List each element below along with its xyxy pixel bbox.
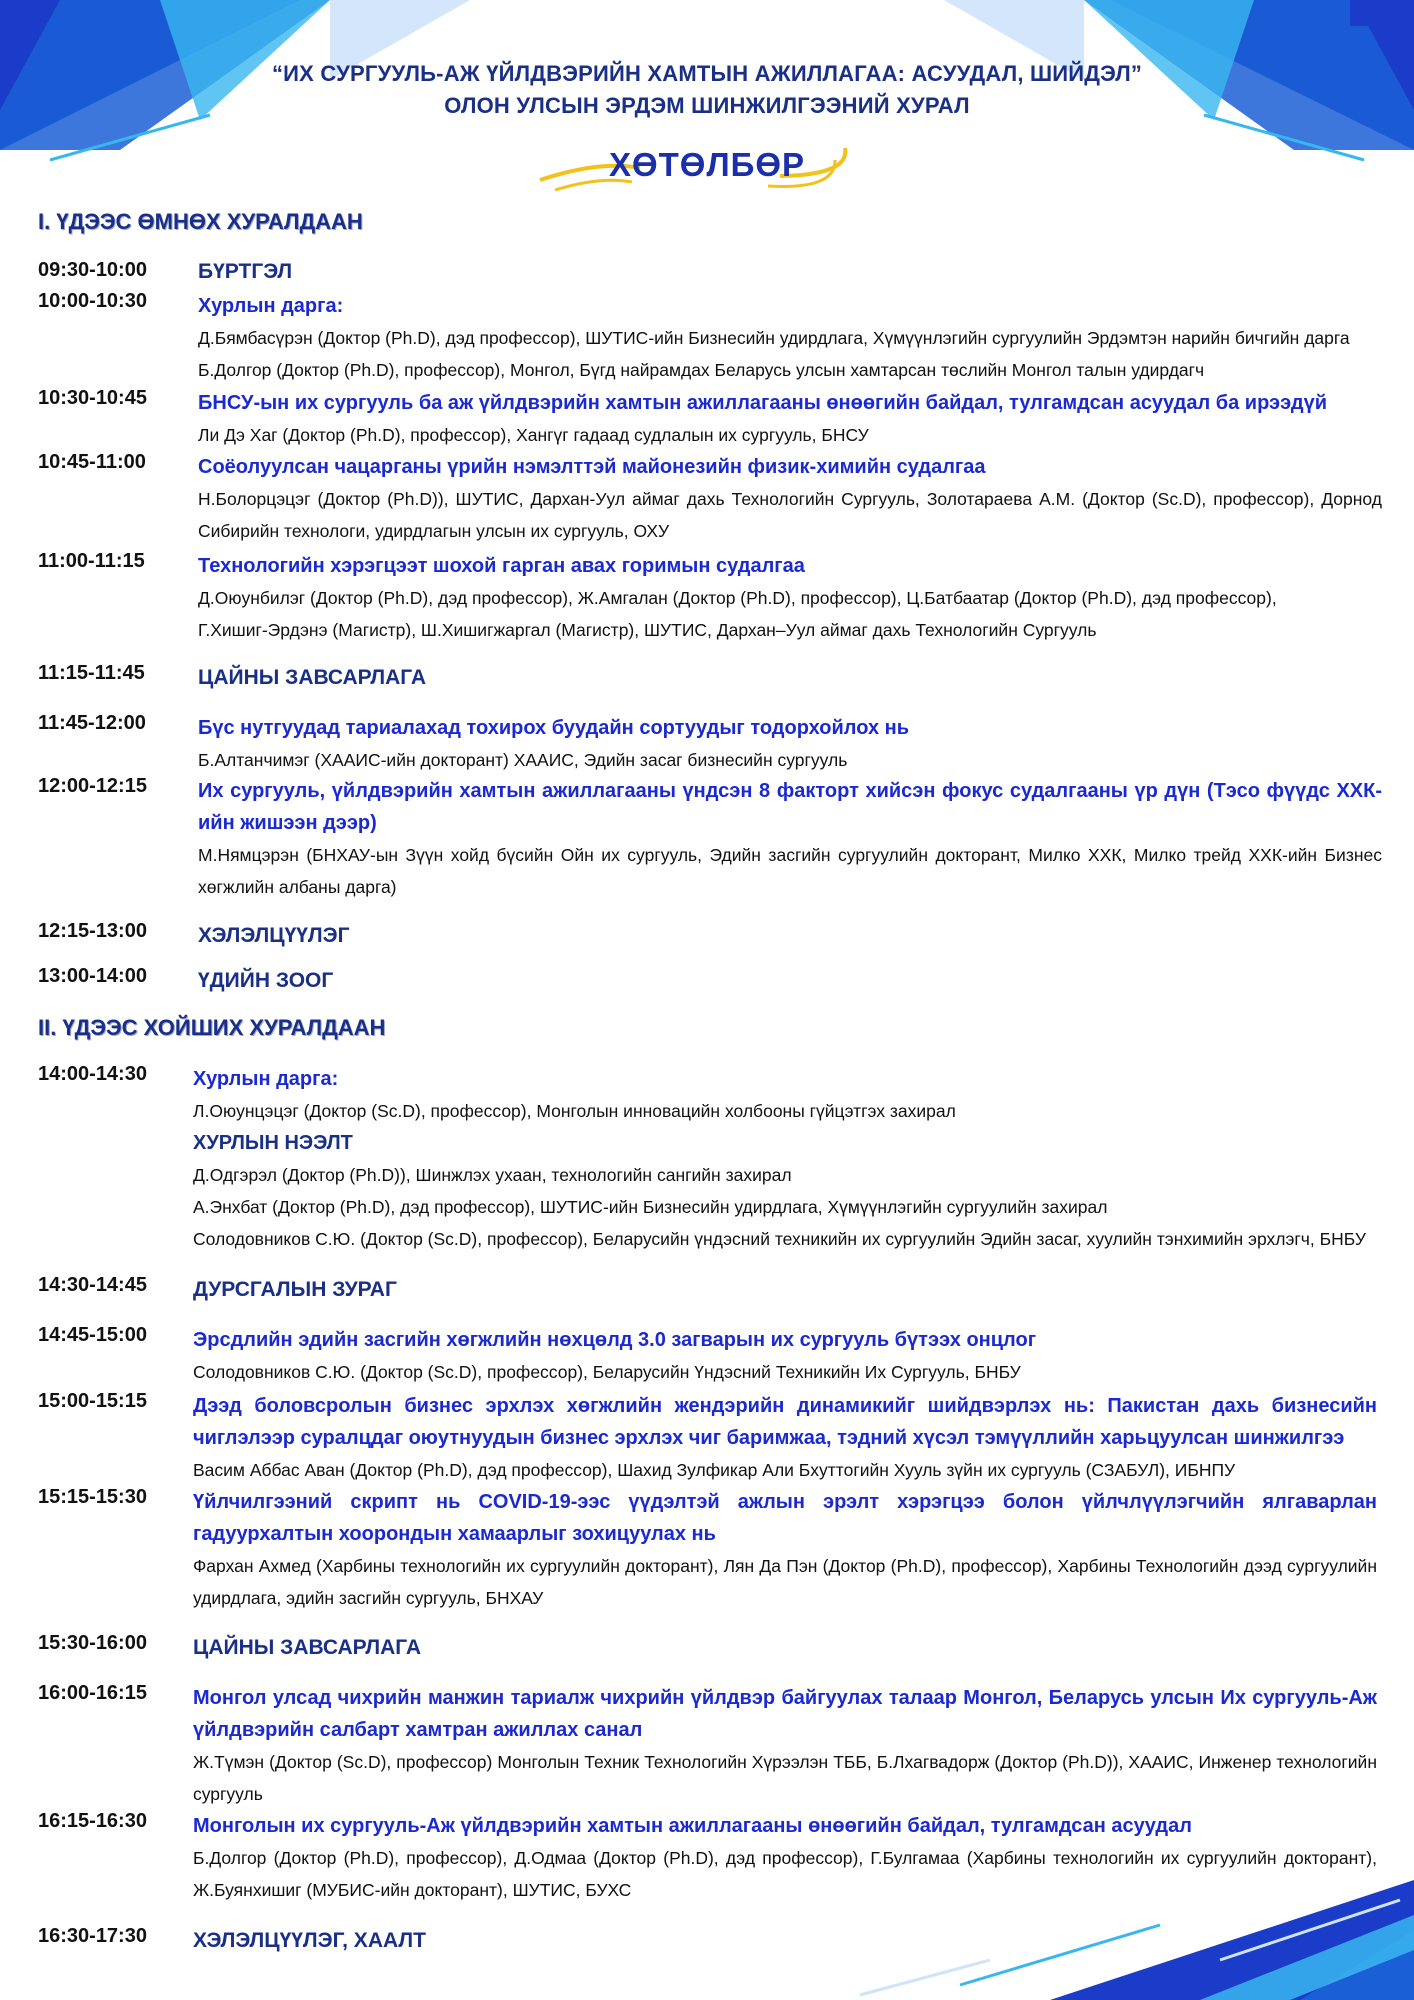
session-title: ҮДИЙН ЗООГ xyxy=(198,969,334,992)
deco-line-bottom-2 xyxy=(860,1960,990,1995)
talk-title: Соёолуулсан чацарганы үрийн нэмэлттэй майонезийн физик-химийн судалгаа xyxy=(198,456,986,478)
time-slot: 15:15-15:30 xyxy=(38,1486,147,1508)
time-slot: 15:00-15:15 xyxy=(38,1390,147,1412)
talk-title: Эрсдлийн эдийн засгийн хөгжлийн нөхцөлд 3.0 загварын их сургууль бүтээх онцлог xyxy=(193,1329,1037,1351)
conference-subtitle: ОЛОН УЛСЫН ЭРДЭМ ШИНЖИЛГЭЭНИЙ ХУРАЛ xyxy=(444,93,970,118)
talk-title: Дээд боловсролын бизнес эрхлэх хөгжлийн жендэрийн динамикийг шийдвэрлэх нь: Пакистан дахь бизнесийн чиглэлээр суралцдаг оюутнуудын бизнес эрхлэх чиг баримжаа, тэдний хүсэл тэмүүллийн харьцуулсан шинжилгээ xyxy=(193,1395,1377,1449)
time-slot: 10:30-10:45 xyxy=(38,387,147,409)
section-heading-morning: I. ҮДЭЭС ӨМНӨХ ХУРАЛДААН xyxy=(38,209,363,234)
participant: Д.Оюунбилэг (Доктор (Ph.D), дэд профессор), Ж.Амгалан (Доктор (Ph.D), профессор), Ц.Батбаатар (Доктор (Ph.D), дэд профессор), xyxy=(198,588,1277,608)
talk-title: Үйлчилгээний скрипт нь COVID-19-ээс үүдэлтэй ажлын эрэлт хэрэгцээ болон үйлчлүүлэгчийн ялгаварлан гадуурхалтын хоорондын хамаарлыг зохицуулах нь xyxy=(193,1491,1377,1545)
time-slot: 16:30-17:30 xyxy=(38,1925,147,1947)
chair-label: Хурлын дарга: xyxy=(193,1068,339,1090)
time-slot: 14:00-14:30 xyxy=(38,1063,147,1085)
time-slot: 16:15-16:30 xyxy=(38,1810,147,1832)
opening-heading: ХУРЛЫН НЭЭЛТ xyxy=(193,1132,353,1154)
time-slot: 14:45-15:00 xyxy=(38,1324,147,1346)
time-slot: 10:00-10:30 xyxy=(38,290,147,312)
participant: Г.Хишиг-Эрдэнэ (Магистр), Ш.Хишигжаргал (Магистр), ШУТИС, Дархан–Уул аймаг дахь Технологийн Сургууль xyxy=(198,620,1097,640)
session-title: ХЭЛЭЛЦҮҮЛЭГ, ХААЛТ xyxy=(193,1929,426,1952)
participant: Фархан Ахмед (Харбины технологийн их сургуулийн докторант), Лян Да Пэн (Доктор (Ph.D), профессор), Харбины Технологийн дээд сургуулийн удирдлага, эдийн засгийн сургууль, БНХАУ xyxy=(193,1556,1377,1608)
talk-title: Технологийн хэрэгцээт шохой гарган авах горимын судалгаа xyxy=(198,555,805,577)
time-slot: 14:30-14:45 xyxy=(38,1274,147,1296)
talk-title: БНСУ-ын их сургууль ба аж үйлдвэрийн хамтын ажиллагааны өнөөгийн байдал, тулгамдсан асуудал ба ирээдүй xyxy=(198,392,1327,414)
participant: М.Нямцэрэн (БНХАУ-ын Зүүн хойд бүсийн Ойн их сургууль, Эдийн засгийн сургуулийн докторант, Милко ХХК, Милко трейд ХХК-ийн Бизнес хөгжлийн албаны дарга) xyxy=(198,845,1382,897)
session-title: ЦАЙНЫ ЗАВСАРЛАГА xyxy=(193,1636,421,1659)
participant: Солодовников С.Ю. (Доктор (Sc.D), профессор), Беларусийн үндэсний техникийн их сургуулийн Эдийн засаг, хуулийн тэнхимийн эрхлэгч, БНБУ xyxy=(193,1229,1366,1249)
time-slot: 16:00-16:15 xyxy=(38,1682,147,1704)
time-slot: 12:00-12:15 xyxy=(38,775,147,797)
time-slot: 13:00-14:00 xyxy=(38,965,147,987)
participant: Л.Оюунцэцэг (Доктор (Sc.D), профессор), Монголын инновацийн холбооны гүйцэтгэх захирал xyxy=(193,1101,956,1121)
time-slot: 10:45-11:00 xyxy=(38,451,146,473)
participant: Васим Аббас Аван (Доктор (Ph.D), дэд профессор), Шахид Зулфикар Али Бхуттогийн Хууль зүйн их сургууль (СЗАБУЛ), ИБНПУ xyxy=(193,1460,1236,1480)
participant: Солодовников С.Ю. (Доктор (Sc.D), профессор), Беларусийн Үндэсний Техникийн Их Сургууль, БНБУ xyxy=(193,1362,1021,1382)
session-title: ЦАЙНЫ ЗАВСАРЛАГА xyxy=(198,666,426,689)
participant: А.Энхбат (Доктор (Ph.D), дэд профессор), ШУТИС-ийн Бизнесийн удирдлага, Хүмүүнлэгийн сургуулийн захирал xyxy=(193,1197,1108,1217)
section-heading-afternoon: II. ҮДЭЭС ХОЙШИХ ХУРАЛДААН xyxy=(38,1015,386,1040)
participant: Б.Алтанчимэг (ХААИС-ийн докторант) ХААИС, Эдийн засаг бизнесийн сургууль xyxy=(198,750,848,770)
time-slot: 11:15-11:45 xyxy=(38,662,145,684)
talk-title: Бүс нутгуудад тариалахад тохирох буудайн сортуудыг тодорхойлох нь xyxy=(198,717,910,739)
participant: Д.Бямбасүрэн (Доктор (Ph.D), дэд профессор), ШУТИС-ийн Бизнесийн удирдлага, Хүмүүнлэгийн сургуулийн Эрдэмтэн нарийн бичгийн дарга xyxy=(198,328,1350,348)
time-slot: 15:30-16:00 xyxy=(38,1632,147,1654)
participant: Ли Дэ Хаг (Доктор (Ph.D), профессор), Хангүг гадаад судлалын их сургууль, БНСУ xyxy=(198,425,869,445)
participant: Н.Болорцэцэг (Доктор (Ph.D)), ШУТИС, Дархан-Уул аймаг дахь Технологийн Сургууль, Золотараева А.М. (Доктор (Sc.D), профессор), Дорнод Сибирийн технологи, удирдлагын улсын их сургууль, ОХУ xyxy=(198,489,1382,541)
session-title: ХЭЛЭЛЦҮҮЛЭГ xyxy=(198,924,350,947)
chair-label: Хурлын дарга: xyxy=(198,295,344,317)
conference-title: “ИХ СУРГУУЛЬ-АЖ ҮЙЛДВЭРИЙН ХАМТЫН АЖИЛЛАГАА: АСУУДАЛ, ШИЙДЭЛ” xyxy=(271,61,1143,86)
talk-title: Их сургууль, үйлдвэрийн хамтын ажиллагааны үндсэн 8 факторт хийсэн фокус судалгааны үр дүн (Тэсо фүүдс ХХК-ийн жишээн дээр) xyxy=(198,780,1382,834)
talk-title: Монгол улсад чихрийн манжин тариалж чихрийн үйлдвэр байгуулах талаар Монгол, Беларусь улсын Их сургууль-Аж үйлдвэрийн салбарт хамтран ажиллах санал xyxy=(193,1687,1377,1741)
session-title: БҮРТГЭЛ xyxy=(198,260,293,283)
time-slot: 11:45-12:00 xyxy=(38,712,146,734)
participant: Б.Долгор (Доктор (Ph.D), профессор), Монгол, Бүгд найрамдах Беларусь улсын хамтарсан төслийн Монгол талын удирдагч xyxy=(198,360,1205,380)
participant: Б.Долгор (Доктор (Ph.D), профессор), Д.Одмаа (Доктор (Ph.D), дэд профессор), Г.Булгамаа (Харбины технологийн их сургуулийн докторант), Ж.Буянхишиг (МУБИС-ийн докторант), ШУТИС, БУХС xyxy=(193,1848,1377,1900)
participant: Ж.Түмэн (Доктор (Sc.D), профессор) Монголын Техник Технологийн Хүрээлэн ТББ, Б.Лхагвадорж (Доктор (Ph.D)), ХААИС, Инженер технологийн сургууль xyxy=(193,1752,1377,1804)
time-slot: 09:30-10:00 xyxy=(38,259,147,281)
program-heading: ХӨТӨЛБӨР xyxy=(608,146,806,183)
corner-bar-top-right xyxy=(1350,0,1414,26)
participant: Д.Одгэрэл (Доктор (Ph.D)), Шинжлэх ухаан, технологийн сангийн захирал xyxy=(193,1165,792,1185)
session-title: ДУРСГАЛЫН ЗУРАГ xyxy=(193,1278,397,1301)
talk-title: Монголын их сургууль-Аж үйлдвэрийн хамтын ажиллагааны өнөөгийн байдал, тулгамдсан асуудал xyxy=(193,1815,1192,1837)
time-slot: 11:00-11:15 xyxy=(38,550,145,572)
time-slot: 12:15-13:00 xyxy=(38,920,147,942)
